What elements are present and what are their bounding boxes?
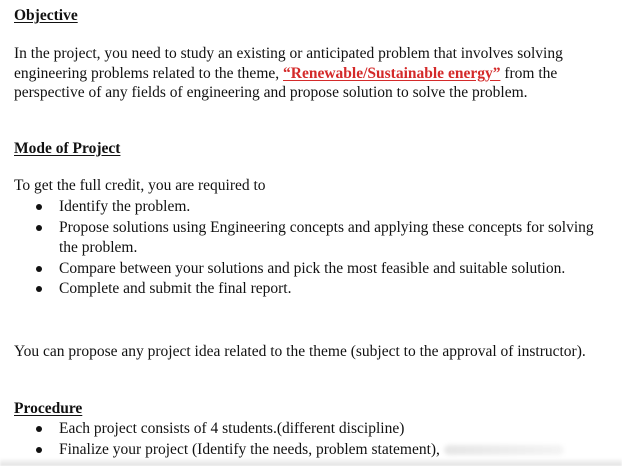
list-item: [0, 218, 610, 259]
blurred-text-region: [444, 445, 564, 455]
list-item-text: Complete and submit the final report.: [59, 280, 292, 297]
list-item: [0, 440, 610, 461]
list-item: [0, 419, 610, 440]
bullet-icon: [36, 204, 42, 210]
procedure-item-visible-text: Finalize your project (Identify the needs, problem statement),: [59, 440, 440, 458]
bullet-icon: [36, 286, 42, 292]
mode-intro: To get the full credit, you are required to: [14, 177, 266, 194]
procedure-heading: Procedure: [14, 400, 83, 417]
list-item-text: Propose solutions using Engineering concepts and applying these concepts for solving the problem.: [59, 218, 594, 256]
mode-note: You can propose any project idea related to the theme (subject to the approval of instructor).: [14, 343, 586, 360]
theme-highlight: “Renewable/Sustainable energy”: [283, 64, 501, 82]
bullet-icon: [36, 447, 42, 453]
bullet-icon: [36, 225, 42, 231]
list-item: [0, 197, 610, 218]
list-item-text: Each project consists of 4 students.(different discipline): [59, 420, 405, 437]
list-item-text: [59, 440, 610, 461]
objective-heading: Objective: [14, 7, 78, 24]
objective-text-after: from the perspective of any fields of engineering and propose solution to solve the problem.: [14, 64, 558, 101]
bullet-icon: [36, 266, 42, 272]
mode-requirements-list: [0, 197, 610, 300]
list-item-text: Identify the problem.: [59, 198, 191, 215]
objective-text-before: In the project, you need to study an existing or anticipated problem that involves solving engineering problems related to the theme,: [14, 45, 563, 82]
mode-heading: Mode of Project: [14, 140, 121, 157]
bullet-icon: [36, 426, 42, 432]
cut-off-line-region: [0, 458, 622, 466]
list-item: [0, 279, 610, 300]
procedure-list: [0, 419, 610, 460]
list-item-text: Compare between your solutions and pick the most feasible and suitable solution.: [59, 259, 566, 277]
list-item: [0, 259, 610, 280]
objective-paragraph: [14, 44, 614, 103]
